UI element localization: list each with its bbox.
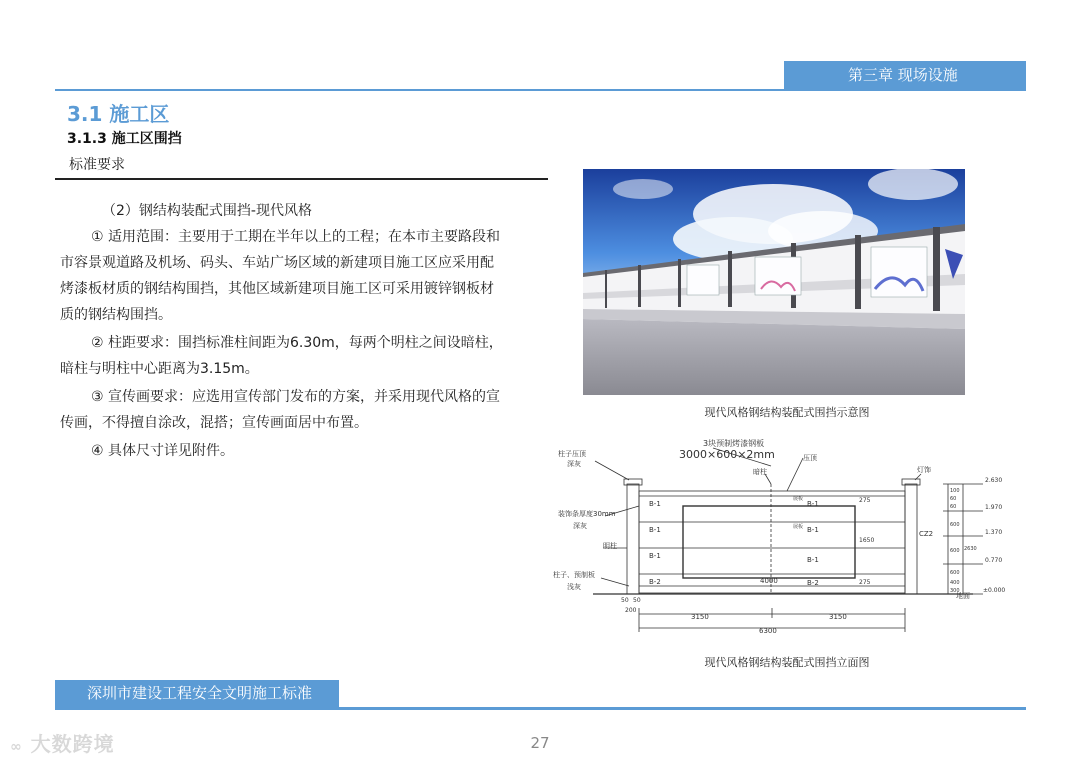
watermark-logo-icon: ∞ xyxy=(10,739,23,755)
watermark xyxy=(10,728,115,757)
center-dim-3: 275 xyxy=(859,579,871,586)
item-spacing: ② 柱距要求：围挡标准柱间距为6.30m，每两个明柱之间设暗柱，暗柱与明柱中心距离为3.15m。 xyxy=(60,335,503,377)
label-pillar-cap: 柱子压顶 xyxy=(558,450,586,458)
elevation-drawing xyxy=(553,436,1013,641)
center-dim-2: 1650 xyxy=(859,537,875,544)
right-dim-total: 2630 xyxy=(964,546,977,552)
label-trim-sub: 深灰 xyxy=(573,522,587,530)
label-base-sub: 浅灰 xyxy=(567,583,581,591)
label-top-cap: 压顶 xyxy=(803,454,817,462)
panel-code-4: B-2 xyxy=(649,578,661,586)
label-base: 柱子、预制板 xyxy=(553,571,595,579)
elevation-5: ±0.000 xyxy=(983,587,1006,594)
panel-code-2: B-1 xyxy=(649,526,661,534)
center-dim-1: 275 xyxy=(859,497,871,504)
label-panel-spec: 3000×600×2mm xyxy=(679,448,775,461)
footer-tab: 深圳市建设工程安全文明施工标准 xyxy=(55,680,339,707)
fence-photo xyxy=(583,169,965,395)
elevation-1: 2.630 xyxy=(985,477,1003,484)
content-heading: （2）钢结构装配式围挡-现代风格 xyxy=(102,203,312,219)
right-dim-1: 100 xyxy=(950,488,960,494)
label-ground: 地面 xyxy=(956,592,970,600)
panel-code-5: B-1 xyxy=(807,500,819,508)
bottom-dim-a: 50 xyxy=(621,597,629,604)
poster-text-1: 展板 xyxy=(793,496,804,502)
label-pillar-code: CZ2 xyxy=(919,530,934,538)
right-dim-2: 60 xyxy=(950,496,957,502)
right-dim-5: 600 xyxy=(950,548,960,554)
content-rule xyxy=(55,178,548,180)
bottom-dim-total: 6300 xyxy=(759,627,777,635)
label-top-note: 3块预制烤漆钢板 xyxy=(703,439,765,448)
right-dim-8: 300 xyxy=(950,588,960,594)
poster-text-2: 展板 xyxy=(793,524,804,530)
panel-code-8: B-2 xyxy=(807,579,819,587)
label-hidden-pillar: 暗柱 xyxy=(753,468,767,476)
requirement-label: 标准要求 xyxy=(69,157,125,173)
bottom-dim-b: 50 xyxy=(633,597,641,604)
bottom-dim-half-left: 3150 xyxy=(691,613,709,621)
label-lamp: 灯饰 xyxy=(917,466,931,474)
right-dim-6: 600 xyxy=(950,570,960,576)
label-exposed-pillar: 明柱 xyxy=(603,542,617,550)
label-trim: 装饰条厚度30mm xyxy=(558,510,616,518)
chapter-tab: 第三章 现场设施 xyxy=(784,61,1026,89)
bottom-dim-half-right: 3150 xyxy=(829,613,847,621)
panel-code-6: B-1 xyxy=(807,526,819,534)
photo-caption: 现代风格钢结构装配式围挡示意图 xyxy=(704,406,870,419)
header-rule xyxy=(55,89,1026,91)
panel-code-3: B-1 xyxy=(649,552,661,560)
label-pillar-cap-sub: 深灰 xyxy=(567,460,581,468)
panel-code-7: B-1 xyxy=(807,556,819,564)
item-dimensions: ④ 具体尺寸详见附件。 xyxy=(91,443,235,459)
right-dim-7: 400 xyxy=(950,580,960,586)
panel-code-1: B-1 xyxy=(649,500,661,508)
section-title: 3.1 施工区 xyxy=(67,102,170,126)
footer-rule xyxy=(55,707,1026,710)
subsection-title: 3.1.3 施工区围挡 xyxy=(67,131,182,147)
watermark-text: 大数跨境 xyxy=(30,732,115,756)
elevation-3: 1.370 xyxy=(985,529,1003,536)
center-width: 4000 xyxy=(760,577,778,585)
elevation-2: 1.970 xyxy=(985,504,1003,511)
page-number: 27 xyxy=(530,734,550,752)
right-dim-4: 600 xyxy=(950,522,960,528)
drawing-caption: 现代风格钢结构装配式围挡立面图 xyxy=(704,656,870,669)
item-scope: ① 适用范围：主要用于工期在半年以上的工程；在本市主要路段和市容景观道路及机场、码头、车站广场区域的新建项目施工区应采用配烤漆板材质的钢结构围挡，其他区域新建项目施工区可采用镀锌钢板材质的钢结构围挡。 xyxy=(60,229,500,323)
bottom-dim-c: 200 xyxy=(625,607,637,614)
item-poster: ③ 宣传画要求：应选用宣传部门发布的方案，并采用现代风格的宣传画，不得擅自涂改，混搭；宣传画面居中布置。 xyxy=(60,389,500,431)
right-dim-3: 60 xyxy=(950,504,957,510)
elevation-4: 0.770 xyxy=(985,557,1003,564)
